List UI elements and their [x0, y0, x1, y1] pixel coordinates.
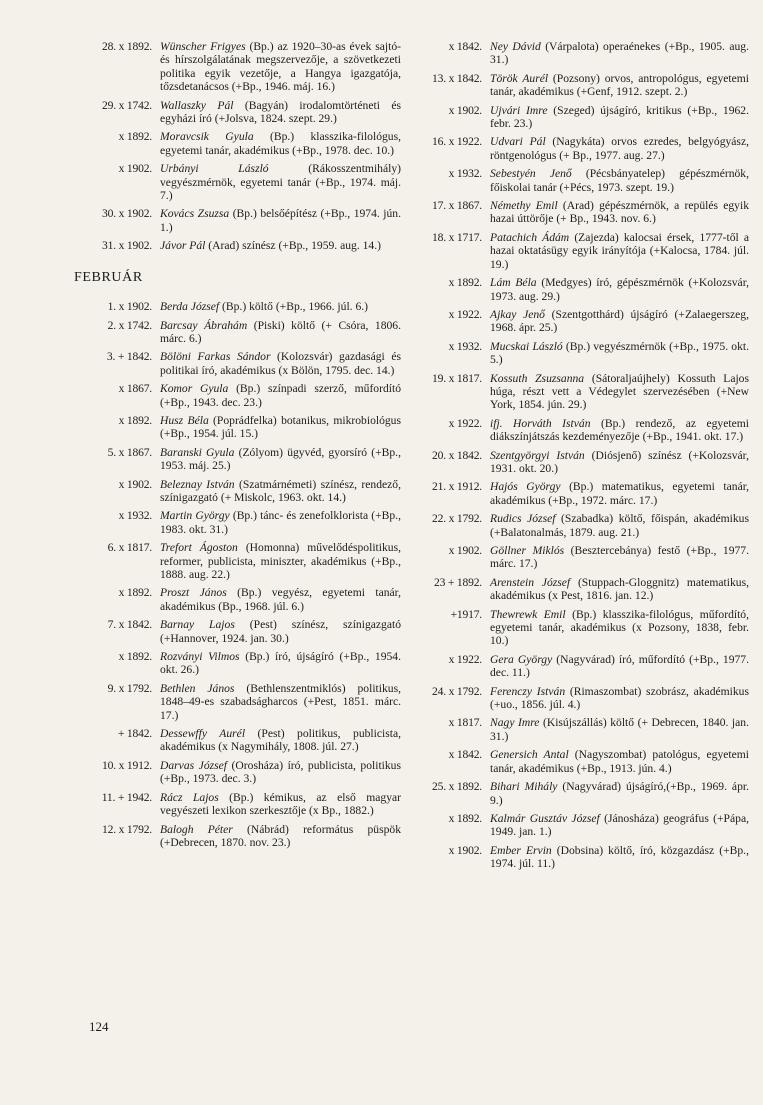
right-column: [414, 40, 749, 876]
person-name: Gera György: [490, 652, 553, 666]
entry-text: [152, 586, 401, 613]
person-name: Rozványi Vilmos: [160, 650, 240, 664]
entry-text: [482, 685, 749, 712]
entry-text: [482, 608, 749, 648]
person-name: Arenstein József: [490, 575, 571, 589]
page-number: 124: [89, 1019, 109, 1034]
entry-date: 3. + 1842.: [106, 350, 152, 364]
person-name: Ember Ervin: [490, 843, 552, 857]
entry: [414, 685, 749, 712]
person-name: Komor Gyula: [160, 382, 229, 396]
entry-description: (Bp.) színpadi szerző, műfordító (+Bp., 1943. dec. 23.): [160, 382, 401, 409]
entry: [414, 449, 749, 476]
entry-description: (Medgyes) író, gépészmérnök (+Kolozsvár, 1973. aug. 29.): [490, 276, 749, 303]
entry-description: (Besztercebánya) festő (+Bp., 1977. márc. 17.): [490, 544, 749, 571]
entry-date: 22. x 1792.: [432, 512, 482, 526]
person-name: Barnay Lajos: [160, 618, 235, 632]
entry-text: [152, 414, 401, 441]
entry-description: (Bp.) rendező, az egyetemi diákszínjátszás kezdeményezője (+Bp., 1941. okt. 17.): [490, 416, 749, 444]
entry: [56, 350, 401, 377]
entry-text: [482, 480, 749, 507]
entry-description: (Sátoraljaújhely) Kossuth Lajos húga, részt vett a Védegylet szervezésében (+New York, 1854. jún. 29.): [490, 371, 749, 412]
entry: [414, 417, 749, 444]
entry-description: (Nagykáta) orvos ezredes, belgyógyász, röntgenológus (+ Bp., 1977. aug. 27.): [490, 135, 749, 162]
section-heading: FEBRUÁR: [74, 269, 143, 285]
entry: [56, 791, 401, 818]
entry-description: (Arad) gépészmérnök, a repülés egyik hazai úttörője (+ Bp., 1943. nov. 6.): [490, 199, 749, 226]
entry: [414, 372, 749, 412]
entry-text: [152, 478, 401, 505]
entry: [56, 40, 401, 94]
entry-date: 12. x 1792.: [102, 822, 152, 836]
entry-text: [482, 308, 749, 335]
entry-text: [152, 99, 401, 126]
entry-description: (Pécsbányatelep) gépészmérnök, főiskolai tanár (+Pécs, 1973. szept. 19.): [490, 167, 749, 194]
entry: [56, 759, 401, 786]
entry-date: x 1892.: [118, 586, 152, 600]
entry-date: 10. x 1912.: [102, 758, 152, 772]
entry: [56, 382, 401, 409]
entry: [56, 446, 401, 473]
entry: [414, 276, 749, 303]
entry-date: x 1842.: [448, 40, 482, 53]
entry: [56, 541, 401, 581]
entry-date: x 1932.: [118, 509, 152, 523]
entry-description: (Zólyom) ügyvéd, gyorsíró (+Bp., 1953. máj. 25.): [160, 445, 401, 473]
person-name: Urbányi László: [160, 162, 269, 176]
entry-description: (Pest) színész, színigazgató (+Hannover, 1924. jan. 30.): [160, 618, 401, 645]
person-name: Barcsay Ábrahám: [160, 318, 248, 332]
entry-date: 23 + 1892.: [433, 575, 482, 589]
entry-description: (Pozsony) orvos, antropológus, egyetemi tanár, akadémikus (+Genf, 1912. szept. 2.): [490, 71, 749, 99]
person-name: Nagy Imre: [490, 716, 540, 730]
entry-text: [152, 791, 401, 818]
person-name: Bethlen János: [160, 681, 235, 695]
entry-date: 9. x 1792.: [107, 681, 152, 695]
person-name: Darvas József: [160, 758, 228, 772]
entry: [414, 812, 749, 839]
person-name: Kossuth Zsuzsanna: [490, 371, 585, 385]
entry-text: [482, 231, 749, 271]
entry: [56, 99, 401, 126]
person-name: ifj. Horváth István: [490, 416, 591, 430]
entry: [56, 414, 401, 441]
person-name: Rudics József: [490, 512, 556, 526]
entry: [414, 844, 749, 871]
entry-date: 25. x 1892.: [432, 780, 482, 794]
entry: [414, 199, 749, 226]
person-name: Proszt János: [160, 586, 227, 600]
entry-description: (Bp.) az 1920–30-as évek sajtó- és hírszolgálatának megszervezője, a szövetkezeti politika egyik vezetője, a Hangya igazgatója, tőzsdetanácsos (+Bp., 1946. máj. 16.): [160, 40, 401, 94]
person-name: Ajkay Jenő: [490, 307, 545, 321]
entry-date: x 1902.: [118, 477, 152, 491]
entry-text: [152, 682, 401, 722]
entry-description: (Bp.) költő (+Bp., 1966. júl. 6.): [219, 300, 369, 314]
entry-description: (Bagyán) irodalomtörténeti és egyházi író (+Jolsva, 1824. szept. 29.): [160, 98, 401, 126]
entry-date: +1917.: [450, 607, 482, 621]
entry-text: [482, 780, 749, 807]
entry-date: 11. + 1942.: [101, 790, 152, 804]
entry-date: 28. x 1892.: [102, 40, 152, 53]
person-name: Thewrewk Emil: [490, 607, 566, 621]
entry-description: (Pest) politikus, publicista, akadémikus (x Nagymihály, 1808. júl. 27.): [160, 727, 401, 754]
entry-text: [482, 104, 749, 131]
person-name: Szentgyörgyi István: [490, 448, 585, 462]
person-name: Lám Béla: [490, 276, 537, 290]
entry-date: x 1902.: [448, 544, 482, 557]
entry-date: x 1902.: [448, 843, 482, 857]
entry-description: (Bp.) vegyész, egyetemi tanár, akadémikus (Bp., 1968. júl. 6.): [160, 586, 401, 613]
entry-date: 19. x 1817.: [432, 371, 482, 385]
person-name: Ney Dávid: [490, 40, 541, 53]
entry-text: [152, 541, 401, 581]
entry: [56, 207, 401, 234]
entry: [414, 480, 749, 507]
person-name: Mucskai László: [490, 339, 563, 353]
entry-description: (Stuppach-Gloggnitz) matematikus, akadémikus (x Pest, 1816. jan. 12.): [490, 575, 749, 603]
entry: [414, 544, 749, 571]
entry-text: [482, 512, 749, 539]
entry-date: x 1922.: [448, 652, 482, 666]
entry-text: [152, 207, 401, 234]
entry-text: [152, 382, 401, 409]
entry-description: (Bp.) matematikus, egyetemi tanár, akadémikus (+Bp., 1972. márc. 17.): [490, 480, 750, 507]
entry: [56, 650, 401, 677]
entry-text: [152, 239, 401, 252]
entry-description: (Orosháza) író, publicista, politikus (+Bp., 1973. dec. 3.): [160, 758, 401, 786]
entry-text: [152, 40, 401, 94]
entry: [56, 727, 401, 754]
person-name: Török Aurél: [490, 71, 549, 85]
entry-text: [482, 167, 749, 194]
entry: [414, 512, 749, 539]
entry: [414, 40, 749, 67]
entry: [414, 104, 749, 131]
entry-text: [152, 509, 401, 536]
entry-description: (Bp.) kémikus, az első magyar vegyészeti lexikon szerkesztője (x Bp., 1882.): [160, 790, 401, 818]
person-name: Sebestyén Jenő: [490, 167, 572, 181]
entry-text: [482, 653, 749, 680]
entry-date: x 1902.: [118, 162, 152, 176]
entry-description: (Bethlenszentmiklós) politikus, 1848–49-es szabadságharcos (+Pest, 1851. márc. 17.): [160, 681, 401, 722]
person-name: Wallaszky Pál: [160, 98, 234, 112]
entry-text: [482, 72, 749, 99]
person-name: Beleznay István: [160, 477, 235, 491]
entry-description: (Bp.) vegyészmérnök (+Bp., 1975. okt. 5.): [490, 339, 749, 367]
entry-date: 17. x 1867.: [432, 199, 482, 213]
entry-date: 6. x 1817.: [107, 541, 152, 555]
entry-description: (Nagyvárad) újságíró,(+Bp., 1969. ápr. 9.): [490, 780, 749, 807]
entry: [414, 748, 749, 775]
entry: [56, 478, 401, 505]
entry: [56, 162, 401, 202]
entry-description: (Dobsina) költő, író, közgazdász (+Bp., 1974. júl. 11.): [490, 843, 749, 871]
person-name: Patachich Ádám: [490, 230, 570, 244]
entry-description: (Zajezda) kalocsai érsek, 1777-től a hazai oktatásügy egyik irányítója (+Kalocsa, 1784. júl. 19.): [490, 230, 749, 271]
person-name: Udvari Pál: [490, 135, 546, 149]
entry-date: 31. x 1902.: [102, 239, 152, 253]
person-name: Némethy Emil: [490, 199, 558, 213]
left-column: [56, 40, 401, 854]
person-name: Bölöni Farkas Sándor: [160, 350, 271, 364]
entry-text: [152, 759, 401, 786]
entry: [414, 167, 749, 194]
entry-text: [152, 727, 401, 754]
entry-text: [482, 135, 749, 162]
entry-description: (Várpalota) operaénekes (+Bp., 1905. aug. 31.): [490, 40, 749, 67]
entry-text: [482, 340, 749, 367]
entry-text: [482, 449, 749, 476]
entry-date: x 1902.: [448, 103, 482, 117]
entry-date: x 1842.: [448, 748, 482, 762]
entry-description: (Bp.) belsőépítész (+Bp., 1974. jún. 1.): [160, 207, 401, 234]
entry-date: 16. x 1922.: [432, 135, 482, 149]
entry-description: (Diósjenő) színész (+Kolozsvár, 1931. okt. 20.): [490, 448, 749, 475]
entry-date: x 1892.: [448, 811, 482, 825]
entry-date: 20. x 1842.: [432, 448, 482, 462]
entry-text: [482, 576, 749, 603]
person-name: Wünscher Frigyes: [160, 40, 246, 53]
entry: [414, 608, 749, 648]
entry-text: [152, 130, 401, 157]
entry-date: 13. x 1842.: [432, 71, 482, 85]
entry-text: [152, 823, 401, 850]
entry: [56, 300, 401, 313]
entry-date: x 1932.: [448, 339, 482, 353]
entry-date: x 1817.: [448, 716, 482, 730]
entry: [56, 823, 401, 850]
entry-description: (Jánosháza) geográfus (+Pápa, 1949. jan. 1.): [490, 811, 749, 839]
entry-description: (Nábrád) református püspök (+Debrecen, 1870. nov. 23.): [160, 822, 401, 849]
entry-text: [482, 544, 749, 571]
entry-description: (Kolozsvár) gazdasági és politikai író, akadémikus (x Bölön, 1795. dec. 14.): [160, 350, 401, 377]
entry-date: 18. x 1717.: [432, 230, 482, 244]
entry: [56, 586, 401, 613]
person-name: Husz Béla: [160, 413, 209, 427]
entry-description: (Homonna) művelődéspolitikus, reformer, publicista, miniszter, akadémikus (+Bp., 1888. aug. 22.): [160, 541, 401, 581]
entry-text: [152, 618, 401, 645]
entry: [56, 130, 401, 157]
entry-date: x 1922.: [448, 416, 482, 430]
entry-date: 30. x 1902.: [102, 207, 152, 221]
entry-text: [482, 417, 749, 444]
person-name: Jávor Pál: [160, 239, 206, 253]
entry-date: 24. x 1792.: [432, 684, 482, 698]
person-name: Ferenczy István: [490, 684, 566, 698]
entry-text: [152, 446, 401, 473]
person-name: Baranski Gyula: [160, 445, 235, 459]
entry-date: 21. x 1912.: [432, 480, 482, 494]
entry-date: 7. x 1842.: [107, 618, 152, 632]
person-name: Kalmár Gusztáv József: [490, 811, 600, 825]
entry-date: x 1892.: [118, 413, 152, 427]
person-name: Bihari Mihály: [490, 780, 558, 794]
entry-date: 2. x 1742.: [107, 318, 152, 332]
entry-description: (Kisújszállás) költő (+ Debrecen, 1840. jan. 31.): [490, 716, 749, 743]
entry-description: (Szatmárnémeti) színész, rendező, színigazgató (+ Miskolc, 1963. okt. 14.): [160, 477, 401, 504]
entry-text: [152, 650, 401, 677]
entry-date: + 1842.: [117, 727, 152, 741]
entry-description: (Bp.) író, újságíró (+Bp., 1954. okt. 26.): [160, 650, 401, 677]
entry-text: [482, 812, 749, 839]
entry-text: [482, 276, 749, 303]
entry: [56, 239, 401, 252]
entry-text: [482, 199, 749, 226]
person-name: Trefort Ágoston: [160, 541, 238, 555]
entry-description: (Szeged) újságíró, kritikus (+Bp., 1962. febr. 23.): [490, 103, 749, 131]
entry-description: (Bp.) tánc- és zenefolklorista (+Bp., 1983. okt. 31.): [160, 509, 401, 536]
entry-text: [482, 372, 749, 412]
person-name: Kovács Zsuzsa: [160, 207, 230, 221]
entry-date: x 1922.: [448, 307, 482, 321]
entry-description: (Piski) költő (+ Csóra, 1806. márc. 6.): [160, 318, 401, 345]
entry-text: [482, 716, 749, 743]
entry: [414, 72, 749, 99]
entry-date: 1. x 1902.: [107, 300, 152, 314]
entry: [414, 135, 749, 162]
person-name: Dessewffy Aurél: [160, 727, 246, 741]
entry: [56, 509, 401, 536]
entry-date: x 1932.: [448, 167, 482, 181]
entry-date: x 1892.: [118, 130, 152, 144]
entry-date: x 1867.: [118, 382, 152, 396]
entry: [56, 682, 401, 722]
entry-description: (Rimaszombat) szobrász, akadémikus (+uo., 1856. júl. 4.): [490, 684, 749, 712]
entry-text: [152, 162, 401, 202]
entry-text: [152, 350, 401, 377]
entry: [56, 618, 401, 645]
entry-date: x 1892.: [118, 650, 152, 664]
person-name: Genersich Antal: [490, 748, 569, 762]
entry-text: [152, 319, 401, 346]
entry-description: (Bp.) klasszika-filológus, egyetemi tanár, akadémikus (+Bp., 1978. dec. 10.): [160, 130, 401, 157]
entry: [414, 576, 749, 603]
person-name: Rácz Lajos: [160, 790, 219, 804]
entry: [414, 340, 749, 367]
entry: [414, 653, 749, 680]
person-name: Berda József: [160, 300, 220, 314]
entry: [414, 231, 749, 271]
entry-date: x 1892.: [448, 276, 482, 290]
entry-description: (Szentgotthárd) újságíró (+Zalaegerszeg, 1968. ápr. 25.): [490, 307, 749, 335]
person-name: Göllner Miklós: [490, 544, 565, 557]
entry: [414, 308, 749, 335]
entry-description: (Nagyvárad) író, műfordító (+Bp., 1977. dec. 11.): [490, 652, 749, 680]
entry-description: (Szabadka) költő, főispán, akadémikus (+Balatonalmás, 1879. aug. 21.): [490, 512, 749, 539]
entry-description: (Nagyszombat) patológus, egyetemi tanár, akadémikus (+Bp., 1913. jún. 4.): [490, 748, 749, 775]
entry-date: 29. x 1742.: [102, 98, 152, 112]
entry: [414, 780, 749, 807]
entry: [56, 319, 401, 346]
entry-description: (Poprádfelka) botanikus, mikrobiológus (+Bp., 1954. júl. 15.): [160, 413, 401, 441]
entry-text: [482, 40, 749, 67]
entry-date: 5. x 1867.: [107, 445, 152, 459]
entry-description: (Bp.) klasszika-filológus, műfordító, egyetemi tanár, akadémikus (x Pozsony, 1838, febr. 10.): [490, 607, 749, 648]
entry-text: [152, 300, 401, 313]
entry-text: [482, 748, 749, 775]
entry-description: (Rákosszentmihály) vegyészmérnök, egyetemi tanár (+Bp., 1974. máj. 7.): [160, 162, 401, 203]
entry-description: (Arad) színész (+Bp., 1959. aug. 14.): [205, 239, 381, 253]
person-name: Moravcsik Gyula: [160, 130, 254, 144]
person-name: Ujvári Imre: [490, 103, 548, 117]
entry-text: [482, 844, 749, 871]
person-name: Hajós György: [490, 480, 561, 494]
person-name: Martin György: [160, 509, 230, 523]
person-name: Balogh Péter: [160, 822, 233, 836]
entry: [414, 716, 749, 743]
